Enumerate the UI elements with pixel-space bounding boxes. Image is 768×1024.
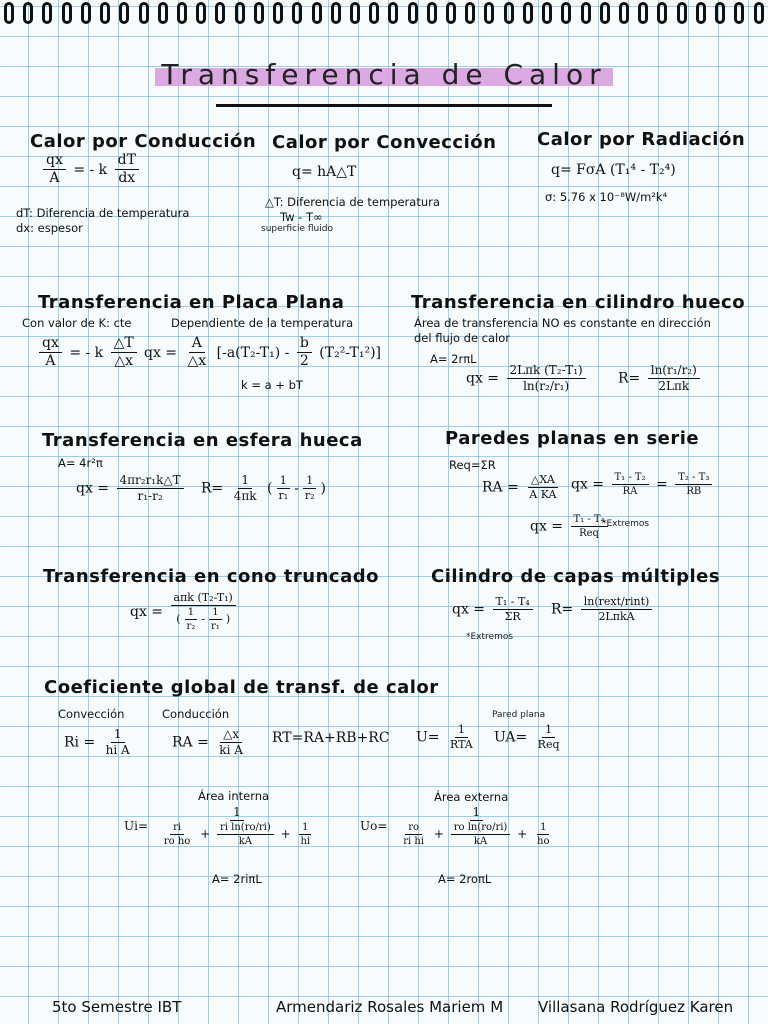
frac-num: 1: [230, 806, 244, 821]
frac-num: ln(r₁/r₂): [648, 364, 700, 379]
frac-num: 1: [209, 607, 221, 620]
heading-cilindro: Transferencia en cilindro hueco: [411, 292, 746, 313]
spiral-binding: [0, 0, 768, 26]
formula-bracket: [-a(T₂-T₁) -: [216, 344, 294, 361]
ring: [465, 2, 475, 24]
ring: [715, 2, 725, 24]
formula-op: qx =: [571, 476, 605, 493]
frac-den: A: [45, 353, 56, 370]
ring: [139, 2, 149, 24]
formula-k: k = a + bT: [241, 378, 303, 392]
paredes-req: Req=ΣR: [449, 458, 496, 472]
frac-num: 1: [537, 822, 549, 835]
ring: [369, 2, 379, 24]
ring: [215, 2, 225, 24]
formula-op: R=: [618, 370, 641, 387]
frac-den: dx: [118, 170, 136, 187]
formula-ui: [124, 806, 322, 847]
heading-global: Coeficiente global de transf. de calor: [44, 677, 439, 698]
frac-num: 1: [238, 474, 252, 489]
frac-den: ΣR: [504, 610, 521, 624]
cilindro-note2: del flujo de calor: [414, 331, 511, 345]
heading-capas: Cilindro de capas múltiples: [431, 566, 721, 587]
esfera-area: A= 4r²π: [58, 456, 103, 470]
formula-ai: A= 2riπL: [212, 872, 262, 886]
ring: [388, 2, 398, 24]
ring: [542, 2, 552, 24]
ring: [754, 2, 764, 24]
formula-cono: [130, 592, 239, 632]
ring: [196, 2, 206, 24]
heading-cono: Transferencia en cono truncado: [43, 566, 379, 587]
ring: [254, 2, 264, 24]
formula-conduccion: [40, 153, 142, 187]
formula-op: qx =: [76, 480, 110, 497]
frac-num: A: [189, 336, 205, 353]
frac-den: r₂: [186, 621, 196, 633]
label-pared-plana: Pared plana: [492, 710, 546, 720]
frac-den: ro ho: [163, 836, 191, 848]
title-underline: [216, 104, 552, 107]
formula-capas-q: [452, 596, 536, 623]
formula-paren-end: ): [225, 612, 231, 626]
frac-num: ln(rext/rint): [581, 596, 653, 610]
frac-den: [394, 821, 558, 847]
formula-paren: (: [266, 480, 273, 497]
page-title: [0, 58, 768, 91]
formula-esfera-q: [76, 474, 187, 503]
ring: [100, 2, 110, 24]
ring: [561, 2, 571, 24]
formula-radiacion: q= FσA (T₁⁴ - T₂⁴): [551, 162, 676, 178]
placa-sub-kcte: Con valor de K: cte: [22, 316, 132, 330]
ring: [734, 2, 744, 24]
label-area-externa: Área externa: [434, 790, 509, 804]
frac-num: T₁ - T₂: [612, 472, 649, 485]
formula-bracket-end: (T₂²-T₁²)]: [319, 344, 382, 361]
frac-num: 1: [111, 728, 125, 743]
ring: [408, 2, 418, 24]
ring: [696, 2, 706, 24]
formula-op: =: [656, 476, 668, 493]
heading-placa: Transferencia en Placa Plana: [38, 292, 345, 313]
formula-op: RA =: [482, 479, 519, 496]
formula-ua: [494, 724, 566, 751]
ring: [23, 2, 33, 24]
frac-num: △T: [111, 336, 137, 353]
frac-num: 1: [277, 475, 290, 489]
frac-num: ro ln(ro/ri): [451, 822, 511, 835]
frac-num: qx: [39, 336, 62, 353]
ring: [619, 2, 629, 24]
frac-den: r₁-r₂: [137, 489, 163, 504]
formula-paredes-q: [571, 472, 715, 497]
frac-den: 4πk: [233, 489, 257, 504]
frac-num: 1: [185, 607, 197, 620]
frac-den: 2: [299, 353, 309, 370]
ring: [119, 2, 129, 24]
frac-num: T₂ - T₃: [675, 472, 712, 485]
note-superficie: superficie fluido: [261, 224, 333, 234]
formula-capas-r: [551, 596, 655, 623]
formula-placa-variable: [144, 336, 381, 370]
ring: [581, 2, 591, 24]
frac-num: 1: [470, 806, 484, 821]
frac-den: ri hi: [403, 836, 425, 848]
placa-sub-dependiente: Dependiente de la temperatura: [171, 316, 354, 330]
frac-den: RA: [622, 486, 638, 497]
formula-op: = - k: [73, 161, 108, 178]
cilindro-note: Área de transferencia NO es constante en dirección: [414, 316, 711, 330]
ring: [177, 2, 187, 24]
frac-den: ln(r₂/r₁): [523, 379, 570, 394]
frac-den: hi: [300, 836, 311, 848]
heading-esfera: Transferencia en esfera hueca: [42, 430, 363, 451]
formula-uo: [360, 806, 562, 847]
frac-num: T₁ - T₄: [571, 514, 608, 527]
formula-op: qx =: [452, 601, 486, 618]
frac-num: 2Lπk (T₂-T₁): [507, 364, 586, 379]
ring: [427, 2, 437, 24]
heading-radiacion: Calor por Radiación: [537, 129, 746, 150]
formula-op: Ri =: [64, 734, 96, 751]
frac-den: ho: [537, 836, 550, 848]
frac-num: 1: [455, 724, 468, 738]
formula-op: Ui=: [124, 819, 149, 834]
ring: [350, 2, 360, 24]
formula-paredes-ra: [482, 474, 562, 501]
formula-op: RA =: [172, 734, 209, 751]
frac-num: △x: [220, 728, 242, 743]
formula-op: qx =: [466, 370, 500, 387]
note-delta-t: △T: Diferencia de temperatura: [265, 195, 440, 209]
ring: [312, 2, 322, 24]
formula-ri: [64, 728, 136, 757]
frac-den: hi A: [105, 743, 130, 758]
frac-num: 1: [303, 475, 316, 489]
formula-op: R=: [551, 601, 574, 618]
ring: [273, 2, 283, 24]
frac-den: A: [49, 170, 60, 187]
formula-op: +: [517, 827, 528, 842]
frac-den: A KA: [529, 488, 557, 502]
footer-semestre: 5to Semestre IBT: [52, 998, 182, 1016]
ring: [158, 2, 168, 24]
label-conduccion: Conducción: [162, 707, 230, 721]
formula-esfera-r: [201, 474, 326, 503]
frac-den: kA: [238, 836, 253, 848]
cilindro-area: A= 2rπL: [430, 352, 477, 366]
formula-op: +: [280, 827, 291, 842]
formula-op: qx =: [530, 518, 564, 535]
ring: [235, 2, 245, 24]
frac-den: △x: [114, 353, 134, 370]
ring: [292, 2, 302, 24]
frac-den: △x: [187, 353, 207, 370]
footer-autor2: Villasana Rodríguez Karen: [538, 998, 734, 1016]
frac-num: ri: [170, 822, 184, 835]
frac-num: 1: [299, 822, 311, 835]
formula-op: R=: [201, 480, 224, 497]
formula-placa-kcte: [36, 336, 140, 370]
frac-num: 4πr₂r₁k△T: [117, 474, 184, 489]
ring: [81, 2, 91, 24]
page-title-text: Transferencia de Calor: [155, 58, 612, 91]
formula-op: -: [294, 480, 299, 497]
note-dx: dx: espesor: [16, 221, 83, 235]
formula-op: qx =: [130, 604, 164, 621]
formula-paredes-q2: [530, 514, 611, 539]
formula-op: Uo=: [360, 819, 388, 834]
frac-num: aπk (T₂-T₁): [171, 592, 236, 606]
label-area-interna: Área interna: [198, 789, 270, 803]
frac-num: △XA: [528, 474, 558, 488]
frac-den: r₁: [278, 489, 289, 503]
ring: [42, 2, 52, 24]
ring: [677, 2, 687, 24]
frac-den: kA: [473, 836, 488, 848]
formula-op: +: [200, 827, 211, 842]
ring: [62, 2, 72, 24]
frac-num: T₁ - T₄: [493, 596, 533, 610]
heading-paredes: Paredes planas en serie: [445, 428, 700, 449]
capas-extremos: *Extremos: [466, 632, 514, 642]
frac-num: 1: [542, 724, 555, 738]
frac-den: Req: [537, 738, 560, 752]
heading-conduccion: Calor por Conducción: [30, 131, 257, 152]
note-sigma: σ: 5.76 x 10⁻⁸W/m²k⁴: [545, 190, 668, 204]
frac-num: ro: [405, 822, 422, 835]
frac-den: RTA: [449, 738, 473, 752]
ring: [657, 2, 667, 24]
formula-op: qx =: [144, 344, 178, 361]
formula-rt: RT=RA+RB+RC: [272, 730, 390, 746]
note-tw: Tw - T∞: [280, 210, 323, 224]
frac-den: [155, 821, 319, 847]
ring: [484, 2, 494, 24]
frac-den: 2LπkA: [598, 610, 635, 624]
formula-paren: (: [176, 612, 181, 626]
formula-paren-end: ): [320, 480, 326, 497]
frac-den: Req: [579, 528, 599, 539]
note-dt: dT: Diferencia de temperatura: [16, 206, 190, 220]
footer-autor1: Armendariz Rosales Mariem M: [276, 998, 504, 1016]
frac-den: 2Lπk: [658, 379, 690, 394]
formula-conveccion: q= hA△T: [292, 164, 357, 180]
ring: [523, 2, 533, 24]
paredes-extremos: *Extremos: [602, 519, 650, 529]
formula-op: +: [433, 827, 444, 842]
frac-den: RB: [686, 486, 702, 497]
frac-num: ri ln(ro/ri): [217, 822, 274, 835]
frac-den: r₁: [211, 621, 220, 633]
ring: [638, 2, 648, 24]
ring: [504, 2, 514, 24]
frac-num: qx: [43, 153, 66, 170]
frac-den: [173, 606, 233, 632]
frac-num: b: [297, 336, 312, 353]
frac-num: dT: [115, 153, 139, 170]
ring: [331, 2, 341, 24]
label-conveccion: Convección: [58, 707, 125, 721]
formula-op: UA=: [494, 729, 528, 746]
ring: [4, 2, 14, 24]
ring: [446, 2, 456, 24]
formula-u: [416, 724, 479, 751]
frac-den: r₂: [304, 489, 315, 503]
formula-op: = - k: [69, 344, 104, 361]
ring: [600, 2, 610, 24]
formula-cilindro-r: [618, 364, 703, 393]
formula-op: -: [201, 612, 206, 626]
formula-cilindro-q: [466, 364, 589, 393]
frac-den: ki A: [219, 743, 243, 758]
formula-ao: A= 2roπL: [438, 872, 492, 886]
formula-ra: [172, 728, 249, 757]
formula-op: U=: [416, 729, 440, 746]
heading-conveccion: Calor por Convección: [272, 132, 497, 153]
